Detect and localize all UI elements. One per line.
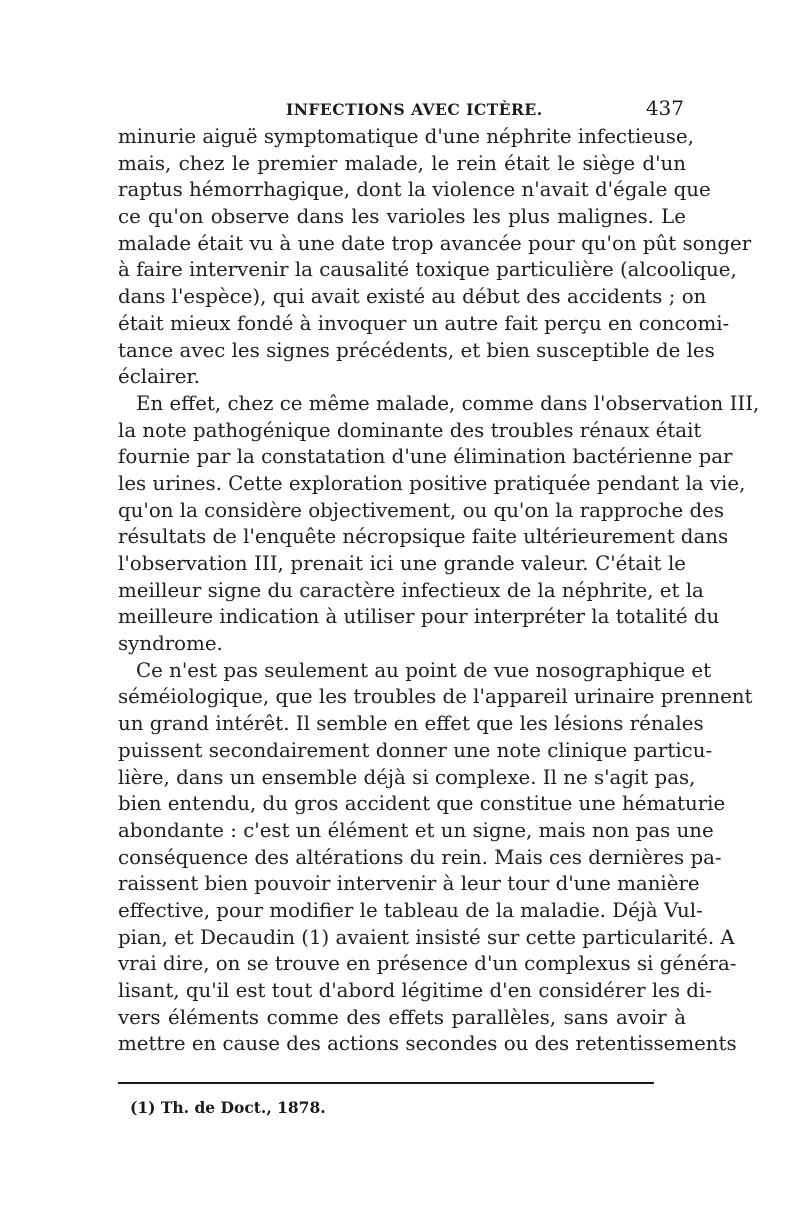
text-line: Ce n'est pas seulement au point de vue nosographique et: [136, 658, 712, 682]
text-line: raptus hémorrhagique, dont la violence n'avait d'égale que: [118, 178, 711, 202]
page-number: 437: [645, 96, 684, 120]
text-line: abondante : c'est un élément et un signe, mais non pas une: [118, 818, 714, 842]
text-line: un grand intérêt. Il semble en effet que les lésions rénales: [118, 712, 704, 736]
text-line: fournie par la constatation d'une élimination bactérienne par: [118, 445, 733, 469]
text-line: lisant, qu'il est tout d'abord légitime d'en considérer les di-: [118, 979, 712, 1002]
text-line: vers éléments comme des effets parallèles, sans avoir à: [118, 1005, 686, 1029]
text-line: mettre en cause des actions secondes ou des retentissements: [118, 1032, 737, 1056]
body-text: [118, 124, 760, 1058]
text-line: dans l'espèce), qui avait existé au début des accidents ; on: [118, 285, 707, 309]
text-line: meilleure indication à utiliser pour interpréter la totalité du: [118, 605, 720, 629]
text-line: mais, chez le premier malade, le rein était le siège d'un: [118, 151, 686, 175]
text-line: qu'on la considère objectivement, ou qu'on la rapproche des: [118, 498, 724, 522]
text-line: conséquence des altérations du rein. Mais ces dernières pa-: [118, 845, 722, 869]
footnote: (1) Th. de Doct., 1878.: [130, 1098, 326, 1117]
text-line: raissent bien pouvoir intervenir à leur tour d'une manière: [118, 872, 700, 896]
running-title: INFECTIONS AVEC ICTÈRE.: [286, 100, 543, 119]
text-line: malade était vu à une date trop avancée pour qu'on pût songer: [118, 231, 752, 255]
text-line: l'observation III, prenait ici une grande valeur. C'était le: [118, 552, 686, 575]
text-line: à faire intervenir la causalité toxique particulière (alcoolique,: [118, 258, 737, 282]
text-line: résultats de l'enquête nécropsique faite ultérieurement dans: [118, 525, 729, 549]
text-line: En effet, chez ce même malade, comme dans l'observation III,: [136, 391, 760, 415]
footnote-rule: [118, 1082, 654, 1084]
text-line: bien entendu, du gros accident que constitue une hématurie: [118, 792, 726, 816]
text-line: minurie aiguë symptomatique d'une néphrite infectieuse,: [118, 125, 694, 148]
text-line: éclairer.: [118, 365, 200, 389]
paragraph-3: [118, 658, 753, 1058]
text-line: était mieux fondé à invoquer un autre fait perçu en concomi-: [118, 311, 730, 335]
text-line: effective, pour modifier le tableau de la maladie. Déjà Vul-: [118, 898, 703, 922]
text-line: meilleur signe du caractère infectieux de la néphrite, et la: [118, 578, 704, 602]
paragraph-2: [118, 391, 760, 658]
text-line: pian, et Decaudin (1) avaient insisté sur cette particularité. A: [118, 925, 735, 949]
text-line: séméiologique, que les troubles de l'appareil urinaire prennent: [118, 685, 753, 709]
text-line: lière, dans un ensemble déjà si complexe. Il ne s'agit pas,: [118, 765, 696, 789]
text-line: la note pathogénique dominante des troubles rénaux était: [118, 418, 702, 442]
text-line: les urines. Cette exploration positive pratiquée pendant la vie,: [118, 471, 746, 495]
text-line: puissent secondairement donner une note clinique particu-: [118, 738, 713, 762]
running-head: [118, 96, 686, 124]
text-line: syndrome.: [118, 632, 223, 656]
text-line: ce qu'on observe dans les varioles les plus malignes. Le: [118, 205, 686, 229]
text-line: vrai dire, on se trouve en présence d'un complexus si généra-: [118, 952, 737, 976]
paragraph-1: [118, 124, 752, 391]
text-line: tance avec les signes précédents, et bien susceptible de les: [118, 338, 715, 362]
